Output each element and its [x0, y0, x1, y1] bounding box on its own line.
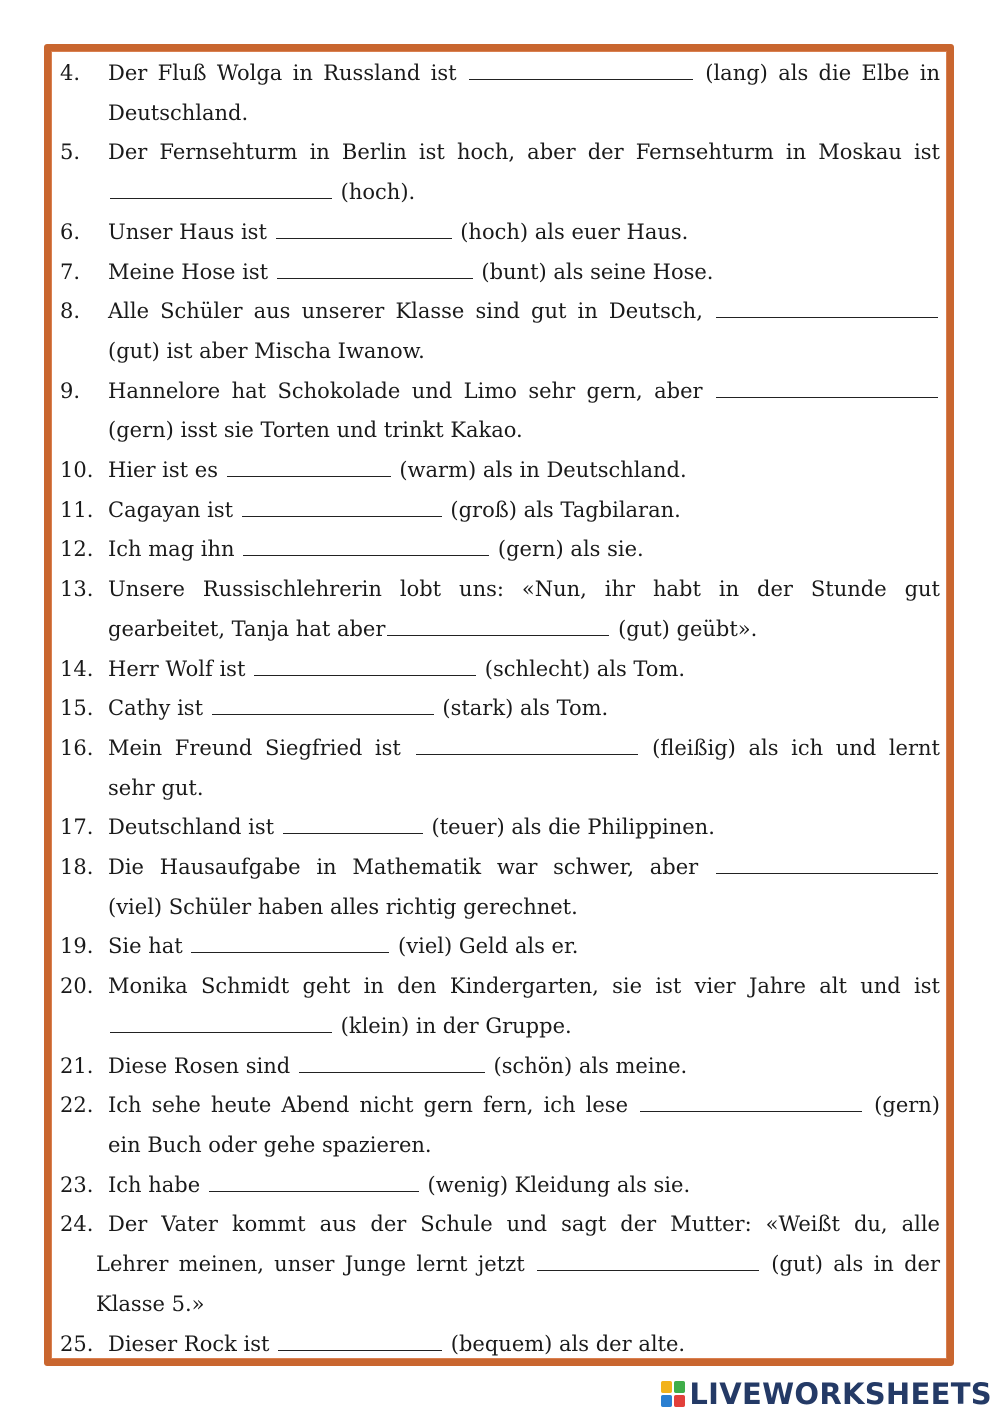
- exercise-text: Alle Schüler aus unserer Klasse sind gut in Deutsch,: [108, 299, 714, 324]
- exercise-line: [60, 1007, 940, 1047]
- exercise-line: [60, 1047, 940, 1087]
- exercise-line: [60, 54, 940, 94]
- exercise-number: 13.: [60, 577, 94, 602]
- exercise-text: (lang) als die Elbe in: [694, 61, 940, 85]
- answer-blank[interactable]: [227, 475, 391, 477]
- exercise-text: (bunt) als seine Hose.: [474, 259, 714, 284]
- exercise-line: [60, 769, 940, 809]
- exercise-line: [60, 530, 940, 570]
- exercise-number: 10.: [60, 458, 94, 483]
- answer-blank[interactable]: [242, 515, 442, 517]
- exercise-text: Deutschland ist: [108, 815, 281, 840]
- exercise-number: 15.: [60, 696, 94, 721]
- exercise-line: [60, 650, 940, 690]
- exercise-text: Herr Wolf ist: [108, 656, 253, 681]
- exercise-number: 5.: [60, 140, 81, 165]
- exercise-line: [60, 1245, 940, 1285]
- exercise-number: 21.: [60, 1053, 94, 1078]
- exercise-text: (stark) als Tom.: [435, 696, 609, 721]
- exercise-text: (schön) als meine.: [486, 1053, 688, 1078]
- exercise-text: Dieser Rock ist: [108, 1331, 277, 1356]
- exercise-number: 18.: [60, 855, 94, 880]
- exercise-item: [60, 650, 940, 690]
- answer-blank[interactable]: [243, 554, 489, 556]
- answer-blank[interactable]: [277, 277, 473, 279]
- exercise-line: [60, 451, 940, 491]
- answer-blank[interactable]: [276, 237, 452, 239]
- exercise-text: (fleißig) als ich und lernt: [639, 735, 940, 760]
- exercise-text: (gut) geübt».: [611, 616, 758, 641]
- exercise-number: 11.: [60, 497, 94, 522]
- exercise-number: 17.: [60, 815, 94, 840]
- exercise-line: [60, 1086, 940, 1126]
- answer-blank[interactable]: [469, 78, 693, 80]
- answer-blank[interactable]: [110, 1031, 332, 1033]
- answer-blank[interactable]: [254, 674, 476, 676]
- exercise-item: [60, 1086, 940, 1165]
- answer-blank[interactable]: [716, 396, 938, 398]
- exercise-line: [60, 967, 940, 1007]
- exercise-number: 23.: [60, 1172, 94, 1197]
- exercise-text: Monika Schmidt geht in den Kindergarten, sie ist vier Jahre alt und ist: [108, 974, 940, 999]
- exercise-item: [60, 54, 940, 133]
- exercise-item: [60, 1205, 940, 1324]
- answer-blank[interactable]: [299, 1071, 485, 1073]
- exercise-text: Mein Freund Siegfried ist: [108, 735, 414, 760]
- exercise-text: (viel) Schüler haben alles richtig gerechnet.: [108, 894, 578, 919]
- exercise-line: [60, 927, 940, 967]
- exercise-line: [60, 570, 940, 610]
- exercise-number: 16.: [60, 735, 94, 760]
- exercise-line: [60, 729, 940, 769]
- exercise-number: 22.: [60, 1093, 94, 1118]
- exercise-line: [60, 689, 940, 729]
- exercise-text: Ich habe: [108, 1172, 207, 1197]
- exercise-text: Unser Haus ist: [108, 219, 274, 244]
- exercise-item: [60, 530, 940, 570]
- exercise-line: [60, 253, 940, 293]
- exercise-number: 9.: [60, 378, 81, 403]
- exercise-text: Die Hausaufgabe in Mathematik war schwer, aber: [108, 855, 714, 880]
- exercise-text: Ich mag ihn: [108, 537, 242, 562]
- answer-blank[interactable]: [537, 1269, 759, 1271]
- exercise-line: [60, 848, 940, 888]
- exercise-item: [60, 967, 940, 1046]
- answer-blank[interactable]: [283, 832, 423, 834]
- exercise-text: sehr gut.: [108, 775, 204, 800]
- exercise-number: 14.: [60, 656, 94, 681]
- exercise-text: (wenig) Kleidung als sie.: [420, 1172, 691, 1197]
- answer-blank[interactable]: [387, 634, 609, 636]
- exercise-text: Hier ist es: [108, 458, 225, 483]
- exercise-text: gearbeitet, Tanja hat aber: [108, 616, 386, 641]
- exercise-text: ein Buch oder gehe spazieren.: [108, 1132, 432, 1157]
- exercise-item: [60, 1047, 940, 1087]
- answer-blank[interactable]: [640, 1110, 862, 1112]
- exercise-item: [60, 729, 940, 808]
- exercise-number: 19.: [60, 934, 94, 959]
- exercise-text: Cagayan ist: [108, 497, 240, 522]
- exercise-number: 6.: [60, 219, 81, 244]
- exercise-item: [60, 848, 940, 927]
- exercise-list: [60, 54, 940, 1364]
- exercise-text: (gut) als in der: [760, 1252, 940, 1277]
- exercise-text: Der Fernsehturm in Berlin ist hoch, aber der Fernsehturm in Moskau ist: [108, 140, 940, 165]
- exercise-line: [60, 173, 940, 213]
- exercise-line: [60, 610, 940, 650]
- exercise-text: Der Fluß Wolga in Russland ist: [108, 61, 467, 85]
- exercise-text: (gern) isst sie Torten und trinkt Kakao.: [108, 418, 523, 443]
- exercise-line: [60, 1166, 940, 1206]
- exercise-line: [60, 292, 940, 332]
- exercise-item: [60, 808, 940, 848]
- exercise-number: 7.: [60, 259, 81, 284]
- exercise-item: [60, 1166, 940, 1206]
- exercise-line: [60, 1325, 940, 1365]
- exercise-text: (gern) als sie.: [491, 537, 644, 562]
- exercise-number: 8.: [60, 299, 81, 324]
- answer-blank[interactable]: [110, 197, 332, 199]
- answer-blank[interactable]: [716, 316, 938, 318]
- exercise-item: [60, 1325, 940, 1365]
- exercise-item: [60, 213, 940, 253]
- answer-blank[interactable]: [191, 951, 389, 953]
- answer-blank[interactable]: [209, 1190, 419, 1192]
- exercise-number: 12.: [60, 537, 94, 562]
- exercise-text: (gern): [864, 1093, 941, 1118]
- exercise-line: [60, 332, 940, 372]
- exercise-line: [60, 888, 940, 928]
- liveworksheets-logo[interactable]: [661, 1377, 992, 1411]
- exercise-text: (groß) als Tagbilaran.: [443, 497, 681, 522]
- exercise-text: (viel) Geld als er.: [391, 934, 579, 959]
- exercise-number: 24.: [60, 1212, 94, 1237]
- answer-blank[interactable]: [278, 1349, 442, 1351]
- exercise-text: (bequem) als der alte.: [444, 1331, 686, 1356]
- exercise-text: Meine Hose ist: [108, 259, 275, 284]
- answer-blank[interactable]: [212, 713, 434, 715]
- exercise-line: [60, 1285, 940, 1325]
- exercise-item: [60, 292, 940, 371]
- exercise-text: Cathy ist: [108, 696, 210, 721]
- exercise-line: [60, 411, 940, 451]
- exercise-text: Deutschland.: [108, 100, 249, 125]
- liveworksheets-logo-icon: [661, 1381, 685, 1407]
- logo-text: LIVEWORKSHEETS: [689, 1377, 992, 1411]
- exercise-item: [60, 927, 940, 967]
- exercise-line: [60, 808, 940, 848]
- exercise-text: Hannelore hat Schokolade und Limo sehr gern, aber: [108, 378, 714, 403]
- exercise-number: 4.: [60, 61, 81, 85]
- answer-blank[interactable]: [716, 872, 938, 874]
- exercise-line: [60, 94, 940, 134]
- exercise-text: (klein) in der Gruppe.: [334, 1013, 572, 1038]
- exercise-text: (gut) ist aber Mischa Iwanow.: [108, 338, 425, 363]
- exercise-item: [60, 253, 940, 293]
- exercise-line: [60, 1126, 940, 1166]
- exercise-text: Diese Rosen sind: [108, 1053, 297, 1078]
- exercise-text: Klasse 5.»: [96, 1291, 205, 1316]
- exercise-text: Ich sehe heute Abend nicht gern fern, ich lese: [108, 1093, 639, 1118]
- exercise-number: 20.: [60, 974, 94, 999]
- exercise-text: (teuer) als die Philippinen.: [424, 815, 715, 840]
- exercise-item: [60, 570, 940, 649]
- exercise-line: [60, 213, 940, 253]
- exercise-item: [60, 372, 940, 451]
- exercise-item: [60, 491, 940, 531]
- exercise-line: [60, 133, 940, 173]
- exercise-line: [60, 491, 940, 531]
- exercise-text: (warm) als in Deutschland.: [392, 458, 687, 483]
- exercise-text: (schlecht) als Tom.: [478, 656, 686, 681]
- answer-blank[interactable]: [416, 753, 638, 755]
- exercise-number: 25.: [60, 1331, 94, 1356]
- exercise-text: Sie hat: [108, 934, 190, 959]
- exercise-item: [60, 689, 940, 729]
- exercise-text: (hoch) als euer Haus.: [453, 219, 689, 244]
- exercise-text: (hoch).: [334, 180, 416, 205]
- exercise-item: [60, 451, 940, 491]
- exercise-text: Der Vater kommt aus der Schule und sagt der Mutter: «Weißt du, alle: [108, 1212, 940, 1237]
- exercise-item: [60, 133, 940, 212]
- exercise-line: [60, 1205, 940, 1245]
- exercise-text: Lehrer meinen, unser Junge lernt jetzt: [96, 1252, 535, 1277]
- exercise-text: Unsere Russischlehrerin lobt uns: «Nun, ihr habt in der Stunde gut: [108, 577, 940, 602]
- exercise-line: [60, 372, 940, 412]
